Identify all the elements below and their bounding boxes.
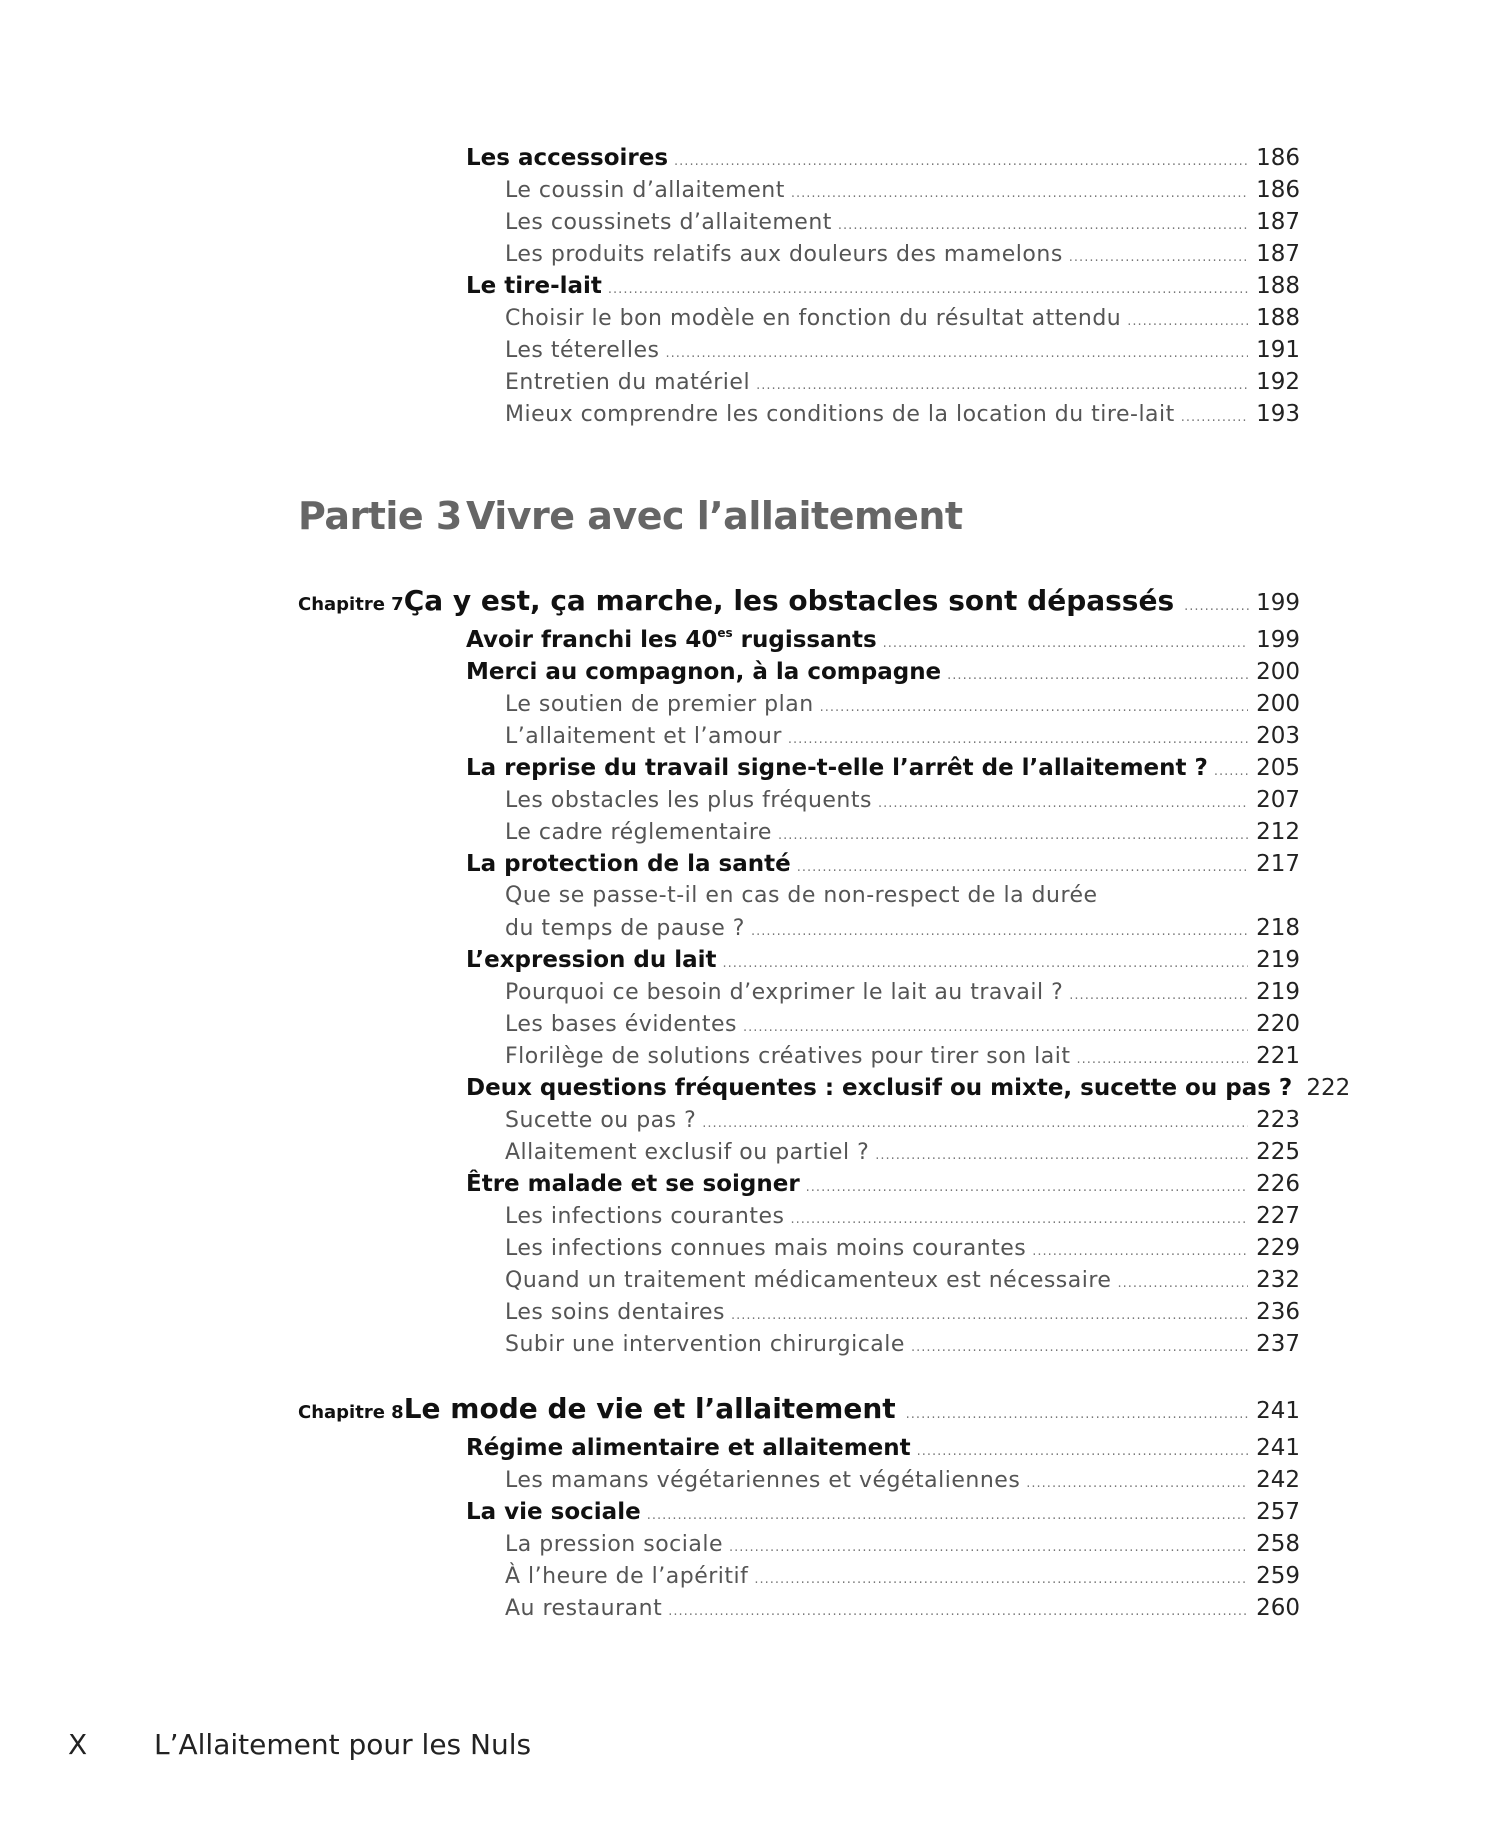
entry-title: Allaitement exclusif ou partiel ? bbox=[505, 1140, 870, 1165]
leader-dots bbox=[666, 338, 1248, 370]
entry-title: Deux questions fréquentes : exclusif ou mixte, sucette ou pas ? bbox=[466, 1075, 1293, 1101]
leader-dots bbox=[911, 1332, 1248, 1364]
toc-entry bbox=[466, 784, 1300, 816]
toc-entry bbox=[466, 1432, 1300, 1464]
entry-title: Les accessoires bbox=[466, 145, 669, 171]
toc-entry bbox=[466, 1328, 1300, 1360]
page-number: 186 bbox=[1256, 177, 1300, 203]
toc-entry bbox=[466, 1296, 1300, 1328]
leader-dots bbox=[702, 1108, 1248, 1140]
leader-dots bbox=[906, 1407, 1250, 1422]
leader-dots bbox=[790, 1204, 1248, 1236]
entry-title: Les mamans végétariennes et végétaliennes bbox=[505, 1468, 1021, 1493]
entry-title: Entretien du matériel bbox=[505, 370, 751, 395]
leader-dots bbox=[743, 1012, 1248, 1044]
leader-dots bbox=[731, 1300, 1248, 1332]
toc-entry bbox=[466, 912, 1300, 944]
leader-dots bbox=[1069, 242, 1248, 274]
leader-dots bbox=[723, 948, 1248, 980]
toc-entry bbox=[466, 1464, 1300, 1496]
page-number: 186 bbox=[1256, 145, 1300, 171]
toc-entry bbox=[466, 398, 1300, 430]
chapter-7 bbox=[298, 584, 1351, 1360]
entry-title: Les téterelles bbox=[505, 338, 660, 363]
toc-entry bbox=[466, 174, 1300, 206]
leader-dots bbox=[1032, 1236, 1248, 1268]
leader-dots bbox=[751, 916, 1248, 948]
toc-entry bbox=[466, 270, 1300, 302]
page-number: 193 bbox=[1256, 401, 1300, 427]
page-number: 187 bbox=[1256, 241, 1300, 267]
entry-title: La vie sociale bbox=[466, 1499, 641, 1525]
entry-title: Que se passe-t-il en cas de non-respect de la durée bbox=[505, 883, 1098, 908]
entry-title: La reprise du travail signe-t-elle l’arrêt de l’allaitement ? bbox=[466, 755, 1208, 781]
toc-entry bbox=[466, 656, 1300, 688]
entry-title: Mieux comprendre les conditions de la location du tire-lait bbox=[505, 402, 1175, 427]
entry-title: Choisir le bon modèle en fonction du résultat attendu bbox=[505, 306, 1122, 331]
entry-title: Subir une intervention chirurgicale bbox=[505, 1332, 905, 1357]
leader-dots bbox=[647, 1500, 1248, 1532]
leader-dots bbox=[838, 210, 1248, 242]
toc-entry bbox=[466, 688, 1300, 720]
entry-title: Avoir franchi les $40^{es}$ rugissants bbox=[466, 626, 877, 653]
entry-title: À l’heure de l’apéritif bbox=[505, 1564, 749, 1589]
page-number: 217 bbox=[1256, 851, 1300, 877]
chapter-8 bbox=[298, 1392, 1300, 1624]
entry-title: Pourquoi ce besoin d’exprimer le lait au travail ? bbox=[505, 980, 1064, 1005]
footer-book-title: L’Allaitement pour les Nuls bbox=[154, 1728, 532, 1761]
leader-dots bbox=[806, 1172, 1248, 1204]
entry-title: Le tire-lait bbox=[466, 273, 602, 299]
chapter-title: Ça y est, ça marche, les obstacles sont dépassés bbox=[403, 584, 1175, 617]
toc-entry bbox=[466, 1528, 1300, 1560]
chapter-label: Chapitre 8 bbox=[298, 1402, 404, 1423]
entry-title: Le coussin d’allaitement bbox=[505, 178, 785, 203]
leader-dots bbox=[674, 146, 1248, 178]
toc-top-section bbox=[466, 142, 1300, 430]
toc-entry bbox=[466, 238, 1300, 270]
toc-entry bbox=[466, 1136, 1300, 1168]
toc-entry bbox=[466, 366, 1300, 398]
chapter-heading bbox=[298, 584, 1300, 624]
toc-entry bbox=[466, 1560, 1300, 1592]
chapter-entries bbox=[466, 624, 1351, 1360]
toc-entry bbox=[466, 720, 1300, 752]
page-number: 257 bbox=[1256, 1499, 1300, 1525]
leader-dots bbox=[668, 1596, 1248, 1628]
toc-entry bbox=[466, 976, 1300, 1008]
entry-title: Les obstacles les plus fréquents bbox=[505, 788, 872, 813]
leader-dots bbox=[1127, 306, 1248, 338]
toc-entry bbox=[466, 816, 1300, 848]
page-number: 223 bbox=[1256, 1107, 1300, 1133]
toc-entry bbox=[466, 334, 1300, 366]
page-number: 232 bbox=[1256, 1267, 1300, 1293]
entry-title: Quand un traitement médicamenteux est nécessaire bbox=[505, 1268, 1112, 1293]
page-number: 241 bbox=[1256, 1398, 1300, 1424]
page-number: 229 bbox=[1256, 1235, 1300, 1261]
page-number: 203 bbox=[1256, 723, 1300, 749]
leader-dots bbox=[875, 1140, 1248, 1172]
page-number: 191 bbox=[1256, 337, 1300, 363]
leader-dots bbox=[1181, 402, 1248, 434]
entry-title: Le cadre réglementaire bbox=[505, 820, 772, 845]
leader-dots bbox=[1214, 756, 1248, 788]
part-heading bbox=[298, 494, 963, 538]
chapter-label: Chapitre 7 bbox=[298, 594, 404, 615]
entry-title: Les bases évidentes bbox=[505, 1012, 737, 1037]
leader-dots bbox=[791, 178, 1248, 210]
entry-title: Merci au compagnon, à la compagne bbox=[466, 659, 942, 685]
leader-dots bbox=[1026, 1468, 1248, 1500]
toc-entry bbox=[466, 302, 1300, 334]
page-number: 192 bbox=[1256, 369, 1300, 395]
page-number: 225 bbox=[1256, 1139, 1300, 1165]
page-number: 242 bbox=[1256, 1467, 1300, 1493]
toc-entry bbox=[466, 1072, 1351, 1104]
leader-dots bbox=[917, 1436, 1248, 1468]
page-number: 199 bbox=[1256, 627, 1300, 653]
page-footer bbox=[68, 1728, 531, 1761]
entry-title: Sucette ou pas ? bbox=[505, 1108, 697, 1133]
page-number: 259 bbox=[1256, 1563, 1300, 1589]
leader-dots bbox=[754, 1564, 1248, 1596]
toc-entry bbox=[466, 848, 1300, 880]
toc-entry bbox=[466, 624, 1300, 656]
leader-dots bbox=[778, 820, 1248, 852]
page-number: 236 bbox=[1256, 1299, 1300, 1325]
entry-title: du temps de pause ? bbox=[505, 916, 745, 941]
page-number: 200 bbox=[1256, 691, 1300, 717]
entry-title: Florilège de solutions créatives pour tirer son lait bbox=[505, 1044, 1071, 1069]
toc-entry bbox=[466, 206, 1300, 238]
toc-entry bbox=[466, 1592, 1300, 1624]
page-number: 260 bbox=[1256, 1595, 1300, 1621]
page-number: 188 bbox=[1256, 305, 1300, 331]
leader-dots bbox=[1069, 980, 1248, 1012]
leader-dots bbox=[756, 370, 1248, 402]
page-number: 227 bbox=[1256, 1203, 1300, 1229]
page-number: 241 bbox=[1256, 1435, 1300, 1461]
entry-title: Les infections courantes bbox=[505, 1204, 785, 1229]
toc-entry bbox=[466, 1496, 1300, 1528]
leader-dots bbox=[1117, 1268, 1248, 1300]
toc-entry bbox=[466, 1264, 1300, 1296]
toc-entry bbox=[466, 1104, 1300, 1136]
leader-dots bbox=[820, 692, 1248, 724]
entry-title: L’allaitement et l’amour bbox=[505, 724, 782, 749]
leader-dots bbox=[878, 788, 1248, 820]
toc-entry bbox=[466, 752, 1300, 784]
page-number: 188 bbox=[1256, 273, 1300, 299]
leader-dots bbox=[1184, 599, 1250, 614]
page-number: 219 bbox=[1256, 979, 1300, 1005]
entry-title: Les infections connues mais moins courantes bbox=[505, 1236, 1027, 1261]
toc-entry bbox=[466, 1168, 1300, 1200]
part-title: Vivre avec l’allaitement bbox=[466, 494, 963, 538]
toc-entry bbox=[466, 1200, 1300, 1232]
entry-title: Les coussinets d’allaitement bbox=[505, 210, 832, 235]
page-number: 220 bbox=[1256, 1011, 1300, 1037]
toc-entry bbox=[466, 142, 1300, 174]
page-number: 258 bbox=[1256, 1531, 1300, 1557]
entry-title: Être malade et se soigner bbox=[466, 1171, 800, 1197]
toc-entry bbox=[466, 1008, 1300, 1040]
page-number: 212 bbox=[1256, 819, 1300, 845]
page-number: 187 bbox=[1256, 209, 1300, 235]
leader-dots bbox=[608, 274, 1248, 306]
page-number: 200 bbox=[1256, 659, 1300, 685]
entry-title: La pression sociale bbox=[505, 1532, 723, 1557]
chapter-heading bbox=[298, 1392, 1300, 1432]
entry-title: Les soins dentaires bbox=[505, 1300, 726, 1325]
entry-title: Au restaurant bbox=[505, 1596, 663, 1621]
toc-entry bbox=[466, 944, 1300, 976]
part-number: Partie 3 bbox=[298, 494, 462, 538]
page-number: 205 bbox=[1256, 755, 1300, 781]
page-number: 221 bbox=[1256, 1043, 1300, 1069]
page-number: 226 bbox=[1256, 1171, 1300, 1197]
entry-title: La protection de la santé bbox=[466, 851, 791, 877]
chapter-entries bbox=[466, 1432, 1300, 1624]
leader-dots bbox=[947, 660, 1248, 692]
toc-entry-line bbox=[466, 880, 1300, 912]
chapter-title: Le mode de vie et l’allaitement bbox=[403, 1392, 896, 1425]
toc-entry bbox=[466, 1040, 1300, 1072]
page-number: 222 bbox=[1306, 1075, 1351, 1101]
footer-page-number: X bbox=[68, 1728, 88, 1761]
leader-dots bbox=[729, 1532, 1248, 1564]
entry-title: L’expression du lait bbox=[466, 947, 717, 973]
page-number: 218 bbox=[1256, 915, 1300, 941]
entry-title: Les produits relatifs aux douleurs des mamelons bbox=[505, 242, 1063, 267]
page-number: 219 bbox=[1256, 947, 1300, 973]
page-number: 207 bbox=[1256, 787, 1300, 813]
entry-title: Le soutien de premier plan bbox=[505, 692, 814, 717]
entry-title: Régime alimentaire et allaitement bbox=[466, 1435, 911, 1461]
page-number: 237 bbox=[1256, 1331, 1300, 1357]
toc-entry bbox=[466, 1232, 1300, 1264]
page-number: 199 bbox=[1256, 590, 1300, 616]
